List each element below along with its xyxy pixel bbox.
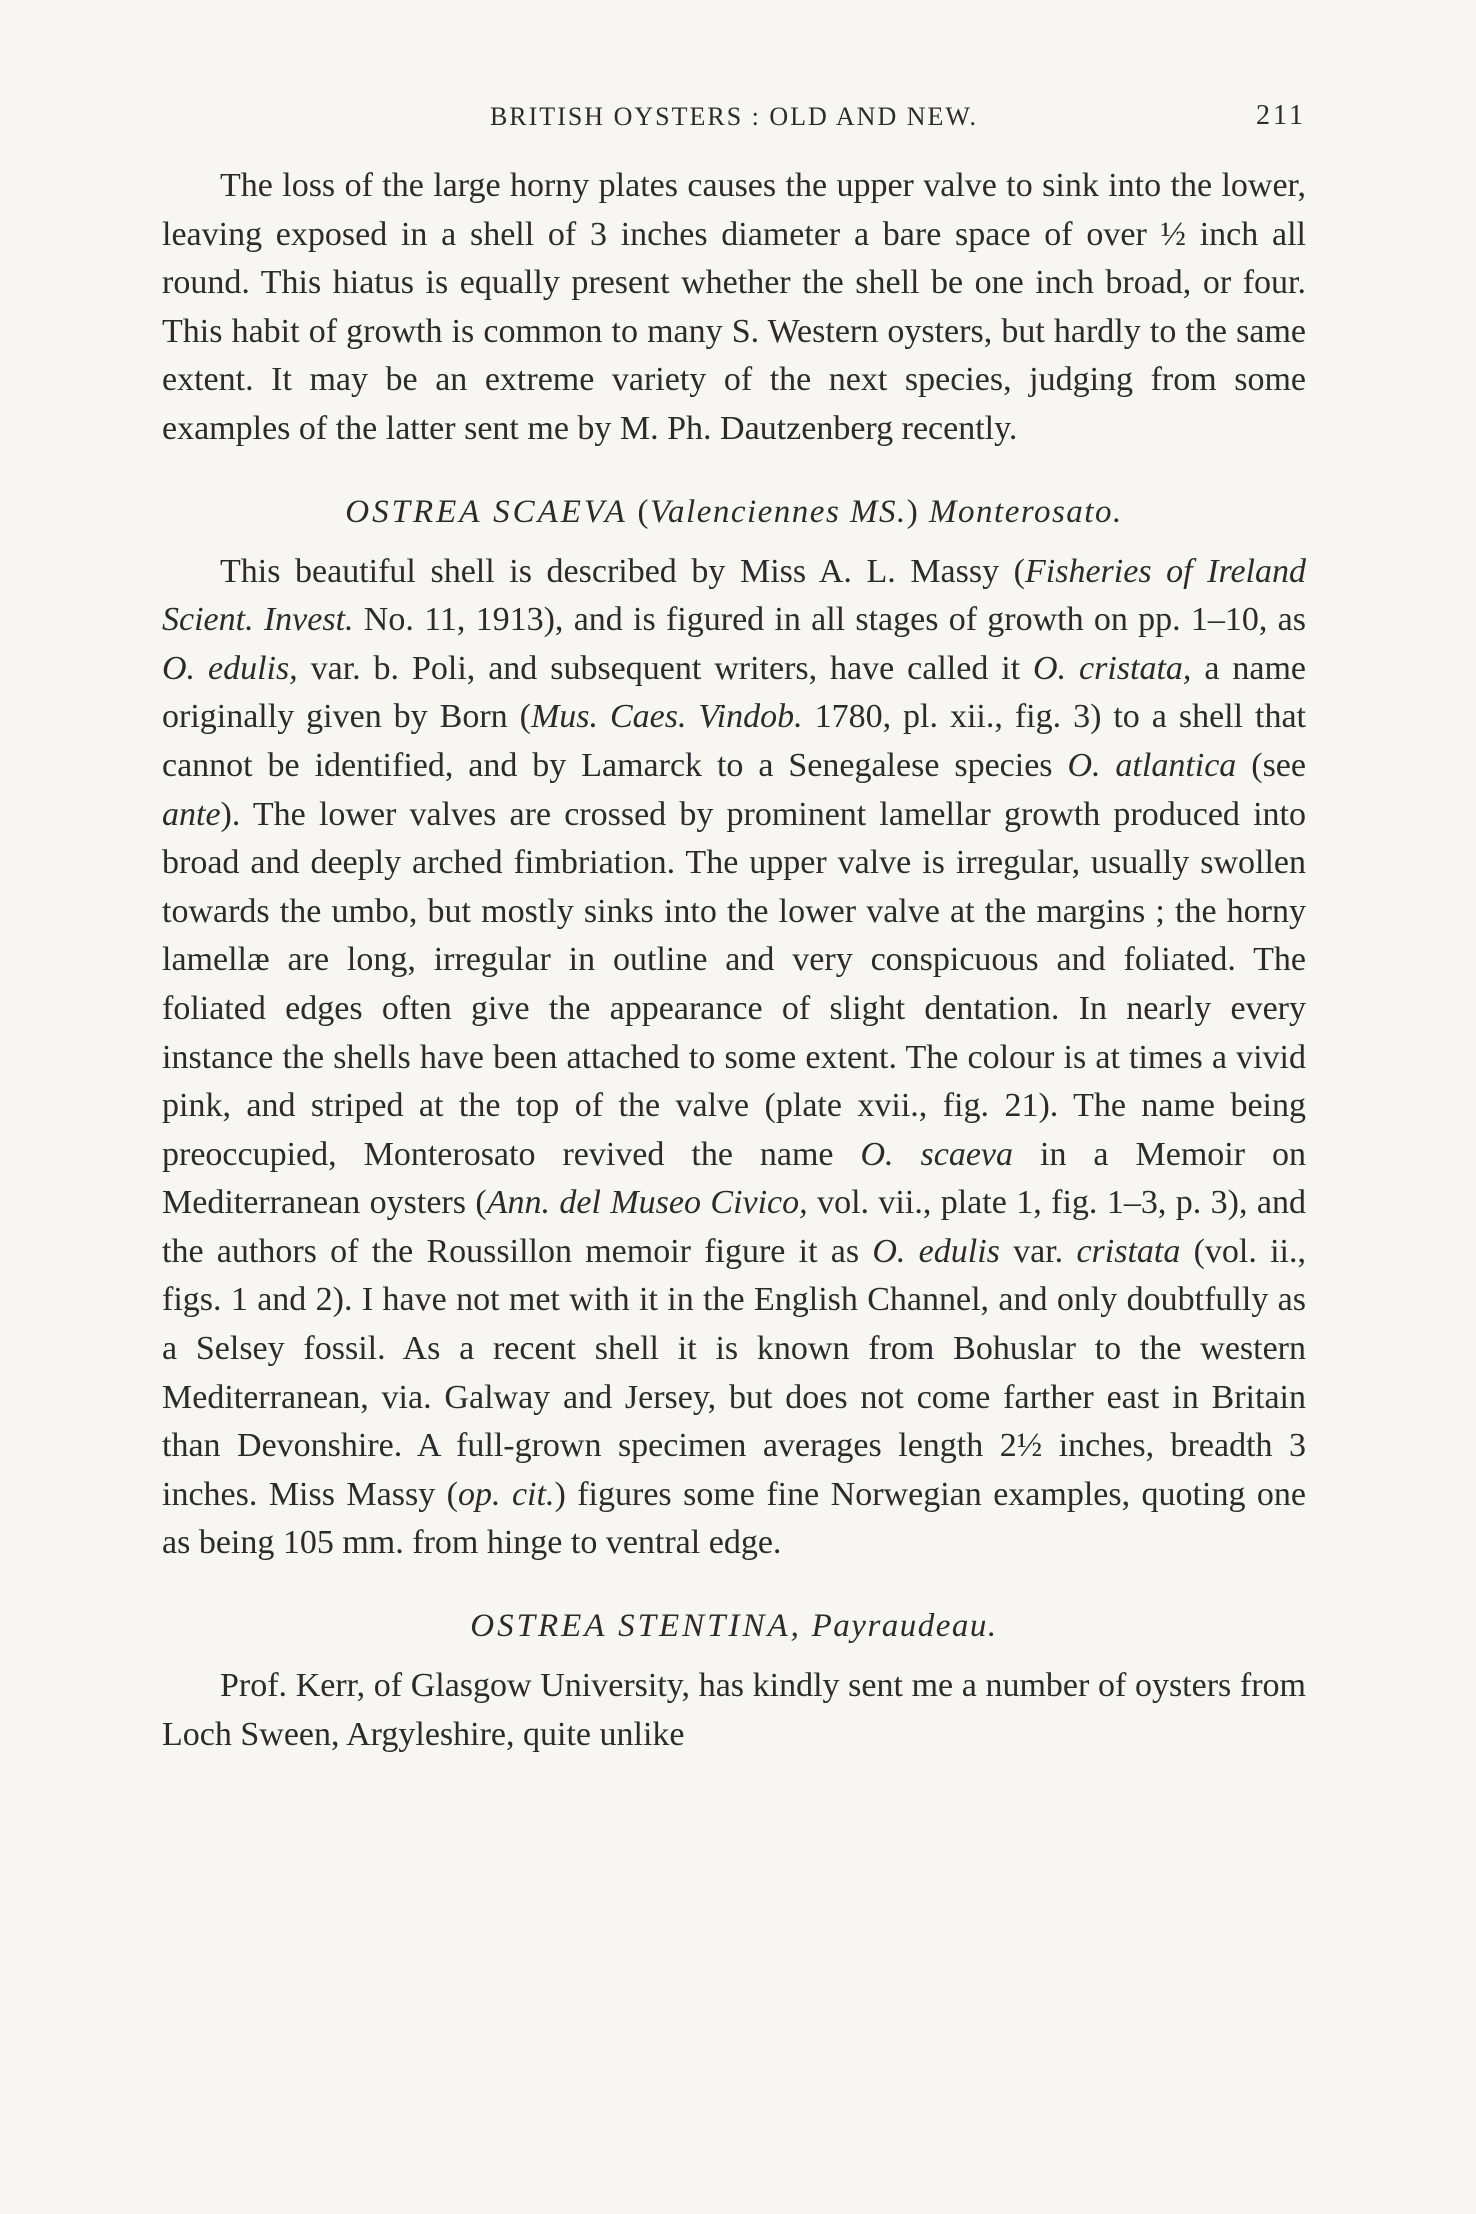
text-run: var. b. Poli, and subsequent writers, have called it	[297, 649, 1034, 687]
taxon-o-edulis: O. edulis,	[162, 649, 298, 687]
species-heading-ostrea-stentina	[162, 1602, 1306, 1650]
citation-mus-caes: Mus. Caes. Vindob.	[530, 698, 803, 736]
species-author: Monterosato.	[929, 493, 1123, 530]
citation-op-cit: op. cit.	[458, 1475, 555, 1513]
text-run: a name originally given by Born (	[162, 649, 1306, 736]
page-number: 211	[1256, 100, 1306, 131]
text-run: 1780, pl. xii., fig. 3) to a shell that cannot be identified, and by Lamarck to a Senegalese species	[162, 698, 1306, 784]
running-title: BRITISH OYSTERS : OLD AND NEW.	[489, 102, 979, 131]
taxon-o-atlantica: O. atlantica	[1067, 746, 1237, 784]
citation-fisheries: Fisheries of Ireland Scient. Invest.	[162, 552, 1306, 639]
paren-close: )	[906, 493, 920, 530]
paren-open: (	[637, 493, 651, 530]
running-head	[162, 96, 1306, 140]
citation-ann-museo: Ann. del Museo Civico,	[486, 1184, 808, 1222]
text-run: var.	[999, 1232, 1077, 1270]
authority-ms: Valenciennes MS.	[650, 493, 907, 530]
species-heading-ostrea-scaeva	[162, 488, 1306, 536]
text-run: This beautiful shell is described by Miss A. L. Massy (	[220, 552, 1026, 590]
paragraph-ostrea-stentina	[162, 1662, 1306, 1759]
taxon-cristata: cristata	[1076, 1232, 1181, 1270]
text-run: No. 11, 1913), and is figured in all stages of growth on pp. 1–10, as	[353, 601, 1306, 639]
text-run: ). The lower valves are crossed by prominent lamellar growth produced into broad and deeply arched fimbriation. The upper valve is irregular, usually swollen towards the umbo, but mostly sinks into the lower valve at the margins ; the horny lamellæ are long, irregular in outline and very conspicuous and foliated. The foliated edges often give the appearance of slight dentation. In nearly every instance the shells have been attached to some extent. The colour is at times a vivid pink, and striped at the top of the valve (plate xvii., fig. 21). The name being preoccupied, Monterosato revived the name	[162, 795, 1306, 1173]
paragraph-ostrea-scaeva	[162, 548, 1306, 1568]
taxon-o-edulis: O. edulis	[872, 1232, 1000, 1270]
species-name: OSTREA SCAEVA	[345, 493, 628, 530]
text-run: ) figures some fine Norwegian examples, quoting one as being 105 mm. from hinge to ventral edge.	[162, 1475, 1306, 1562]
word-ante: ante	[162, 795, 221, 833]
text-run: in a Memoir on Mediterranean oysters (	[162, 1135, 1307, 1222]
text-run: vol. vii., plate 1, fig. 1–3, p. 3), and the authors of the Roussillon memoir figure it as	[162, 1184, 1306, 1270]
book-page	[162, 96, 1306, 1759]
paragraph-text: The loss of the large horny plates causes the upper valve to sink into the lower, leaving exposed in a shell of 3 inches diameter a bare space of over ½ inch all round. This hiatus is equally present whether the shell be one inch broad, or four. This habit of growth is common to many S. Western oysters, but hardly to the same extent. It may be an extreme variety of the next species, judging from some examples of the latter sent me by M. Ph. Dautzenberg recently.	[162, 167, 1306, 447]
text-run: (see	[1236, 746, 1306, 784]
taxon-o-cristata: O. cristata,	[1033, 649, 1192, 687]
species-name: OSTREA STENTINA,	[470, 1608, 802, 1645]
species-author: Payraudeau.	[811, 1608, 998, 1645]
paragraph-hiatus	[162, 162, 1306, 454]
taxon-o-scaeva: O. scaeva	[860, 1135, 1014, 1173]
paragraph-text: Prof. Kerr, of Glasgow University, has kindly sent me a number of oysters from Loch Sween, Argyleshire, quite unlike	[162, 1667, 1306, 1753]
text-run: (vol. ii., figs. 1 and 2). I have not met with it in the English Channel, and only doubtfully as a Selsey fossil. As a recent shell it is known from Bohuslar to the western Mediterranean, via. Galway and Jersey, but does not come farther east in Britain than Devonshire. A full-grown specimen averages length 2½ inches, breadth 3 inches. Miss Massy (	[162, 1232, 1307, 1513]
